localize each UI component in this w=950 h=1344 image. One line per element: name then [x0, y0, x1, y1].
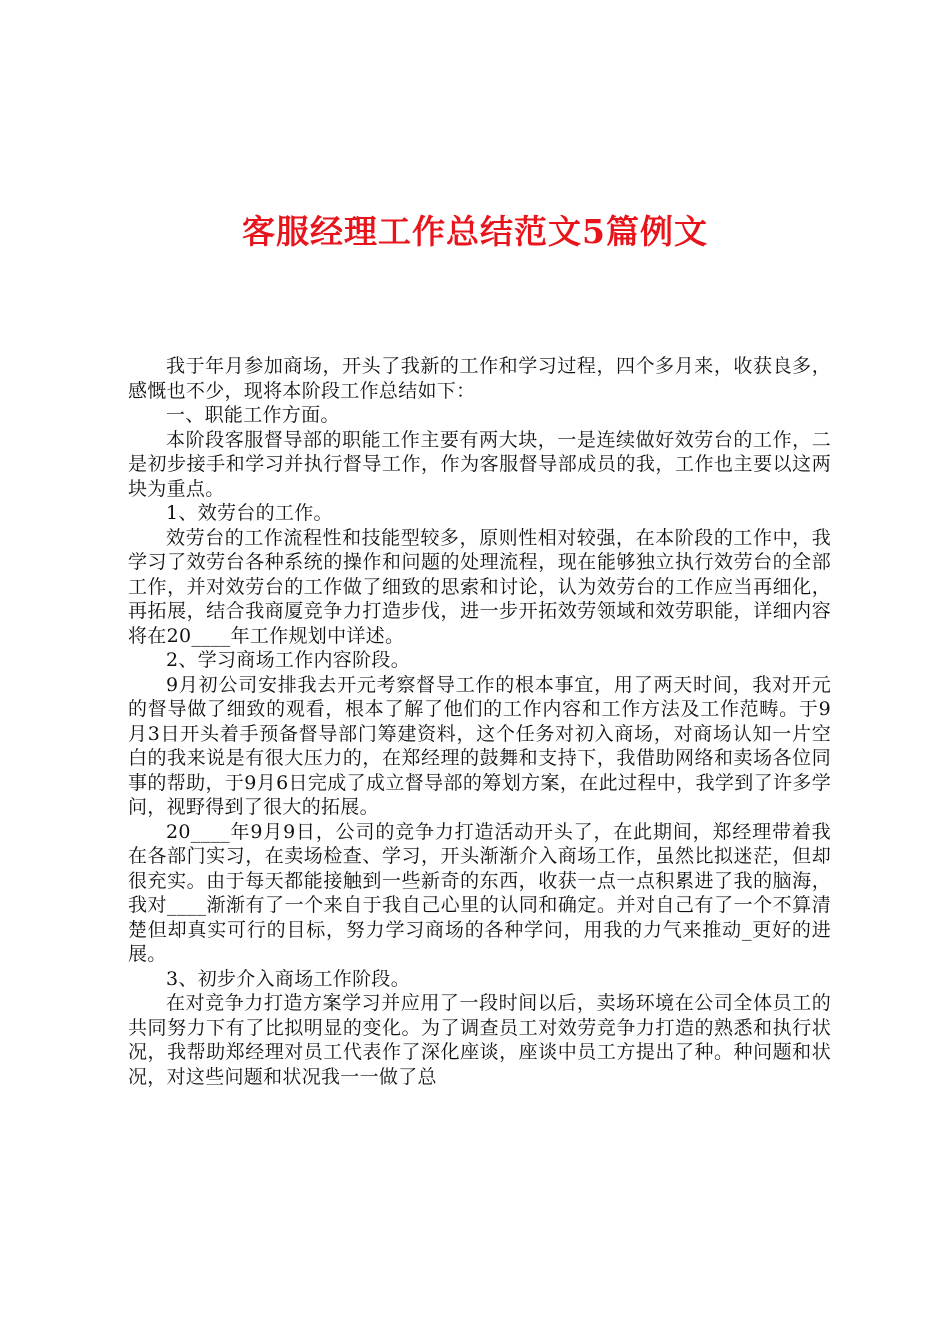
paragraph-intro: 我于年月参加商场，开头了我新的工作和学习过程，四个多月来，收获良多，感慨也不少，现将本阶段工作总结如下： — [128, 355, 831, 402]
subheading-learning-stage: 2、学习商场工作内容阶段。 — [166, 649, 410, 671]
subheading-service-desk: 1、效劳台的工作。 — [166, 502, 333, 524]
paragraph-competitiveness: 20____年9月9日，公司的竞争力打造活动开头了，在此期间，郑经理带着我在各部门实习，在卖场检查、学习，开头渐渐介入商场工作，虽然比拟迷茫，但却很充实。由于每天都能接触到一些新奇的东西，收获一点一点积累进了我的脑海，我对____渐渐有了一个来自于我自己心里的认同和确定。并对自己有了一个不算清楚但却真实可行的目标，努力学习商场的各种学问，用我的力气来推动_更好的进展。 — [128, 820, 831, 965]
paragraph-service-desk: 效劳台的工作流程性和技能型较多，原则性相对较强，在本阶段的工作中，我学习了效劳台各种系统的操作和问题的处理流程，现在能够独立执行效劳台的全部工作，并对效劳台的工作做了细致的思索和讨论，认为效劳台的工作应当再细化，再拓展，结合我商厦竞争力打造步伐，进一步开拓效劳领域和效劳职能，详细内容将在20____年工作规划中详述。 — [128, 526, 831, 647]
paragraph-learning-stage: 9月初公司安排我去开元考察督导工作的根本事宜，用了两天时间，我对开元的督导做了细致的观看，根本了解了他们的工作内容和工作方法及工作范畴。于9月3日开头着手预备督导部门筹建资料，这个任务对初入商场，对商场认知一片空白的我来说是有很大压力的，在郑经理的鼓舞和支持下，我借助网络和卖场各位同事的帮助，于9月6日完成了成立督导部的筹划方案，在此过程中，我学到了许多学问，视野得到了很大的拓展。 — [128, 673, 831, 818]
document-body — [128, 354, 831, 1089]
subheading-initial-involvement: 3、初步介入商场工作阶段。 — [166, 967, 410, 990]
paragraph-functional-work: 本阶段客服督导部的职能工作主要有两大块，一是连续做好效劳台的工作，二是初步接手和学习并执行督导工作，作为客服督导部成员的我，工作也主要以这两块为重点。 — [128, 428, 831, 500]
section-heading-functional-work: 一、职能工作方面。 — [166, 404, 340, 426]
document-title: 客服经理工作总结范文5篇例文 — [242, 212, 708, 251]
paragraph-initial-involvement: 在对竞争力打造方案学习并应用了一段时间以后，卖场环境在公司全体员工的共同努力下有了比拟明显的变化。为了调查员工对效劳竞争力打造的熟悉和执行状况，我帮助郑经理对员工代表作了深化座谈，座谈中员工方提出了种。种问题和状况，对这些问题和状况我一一做了总 — [128, 992, 831, 1088]
